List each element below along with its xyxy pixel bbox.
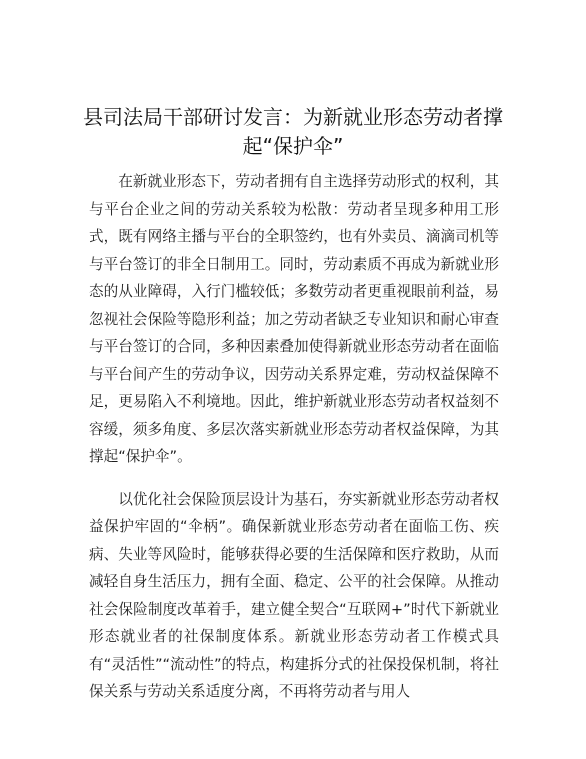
paragraph-1: 在新就业形态下，劳动者拥有自主选择劳动形式的权利，其与平台企业之间的劳动关系较为松散：劳动者呈现多种用工形式，既有网络主播与平台的全职签约，也有外卖员、滴滴司机等与平台签订的非全日制用工。同时，劳动素质不再成为新就业形态的从业障碍，入行门槛较低；多数劳动者更重视眼前利益，易忽视社会保险等隐形利益；加之劳动者缺乏专业知识和耐心审查与平台签订的合同，多种因素叠加使得新就业形态劳动者在面临与平台间产生的劳动争议，因劳动关系界定难，劳动权益保障不足，更易陷入不利境地。因此，维护新就业形态劳动者权益刻不容缓，须多角度、多层次落实新就业形态劳动者权益保障，为其撑起“保护伞”。	[89, 173, 499, 465]
document-body	[89, 168, 499, 706]
paragraph-2: 以优化社会保险顶层设计为基石，夯实新就业形态劳动者权益保护牢固的“伞柄”。确保新就业形态劳动者在面临工伤、疾病、失业等风险时，能够获得必要的生活保障和医疗救助，从而减轻自身生活压力，拥有全面、稳定、公平的社会保障。从推动社会保险制度改革着手，建立健全契合“互联网+”时代下新就业形态就业者的社保制度体系。新就业形态劳动者工作模式具有“灵活性”“流动性”的特点，构建拆分式的社保投保机制，将社保关系与劳动关系适度分离，不再将劳动者与用人	[89, 490, 499, 700]
document-title: 县司法局干部研讨发言：为新就业形态劳动者撑起“保护伞”	[83, 105, 503, 158]
